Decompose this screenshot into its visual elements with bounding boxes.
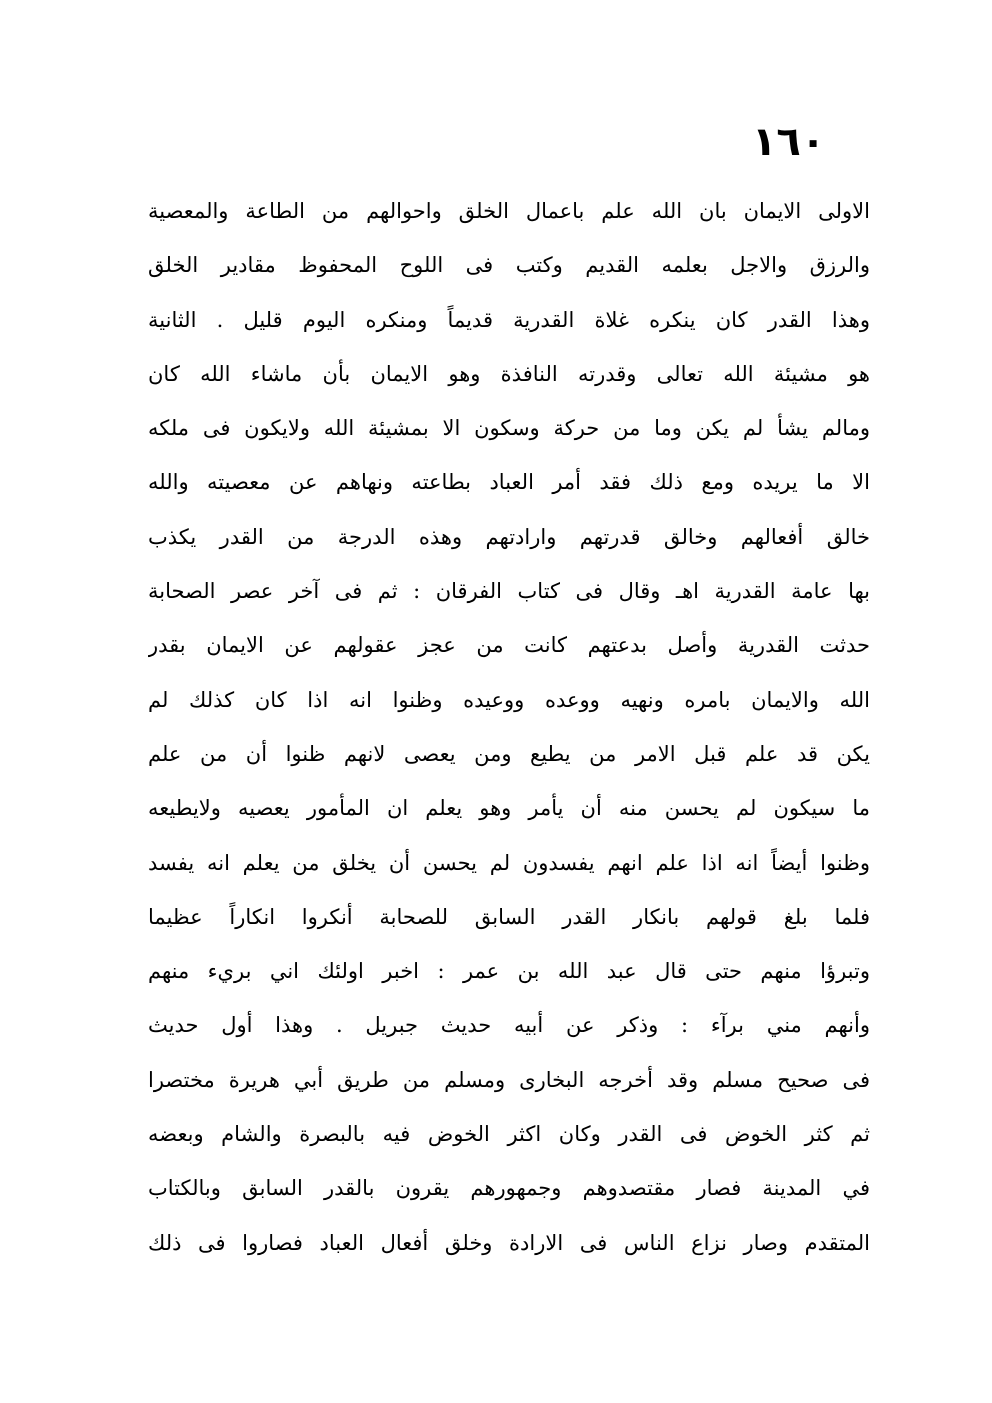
text-line: ثم كثر الخوض فى القدر وكان اكثر الخوض فيه بالبصرة والشام وبعضه bbox=[148, 1122, 870, 1147]
text-line: ما سيكون لم يحسن منه أن يأمر وهو يعلم ان المأمور يعصيه ولايطيعه bbox=[148, 796, 870, 821]
text-line: في المدينة فصار مقتصدوهم وجمهورهم يقرون بالقدر السابق وبالكتاب bbox=[148, 1176, 870, 1201]
text-line: بها عامة القدرية اهـ وقال فى كتاب الفرقان : ثم فى آخر عصر الصحابة bbox=[148, 579, 870, 604]
body-text bbox=[148, 184, 870, 1270]
text-line: حدثت القدرية وأصل بدعتهم كانت من عجز عقولهم عن الايمان بقدر bbox=[148, 633, 870, 658]
text-line: ومالم يشأ لم يكن وما من حركة وسكون الا بمشيئة الله ولايكون فى ملكه bbox=[148, 416, 870, 441]
text-line: والرزق والاجل بعلمه القديم وكتب فى اللوح المحفوظ مقادير الخلق bbox=[148, 253, 870, 278]
text-line: وتبرؤا منهم حتى قال عبد الله بن عمر : اخبر اولئك اني بريء منهم bbox=[148, 959, 870, 984]
text-line: الاولى الايمان بان الله علم باعمال الخلق واحوالهم من الطاعة والمعصية bbox=[148, 199, 870, 223]
text-line: وظنوا أيضاً انه اذا علم انهم يفسدون لم يحسن أن يخلق من يعلم انه يفسد bbox=[148, 850, 870, 875]
text-line: وأنهم مني برآء : وذكر عن أبيه حديث جبريل . وهذا أول حديث bbox=[148, 1013, 870, 1038]
text-line: خالق أفعالهم وخالق قدرتهم وارادتهم وهذه الدرجة من القدر يكذب bbox=[148, 524, 870, 549]
text-line: وهذا القدر كان ينكره غلاة القدرية قديماً ومنكره اليوم قليل . الثانية bbox=[148, 307, 870, 332]
text-line: فلما بلغ قولهم بانكار القدر السابق للصحابة أنكروا انكاراً عظيما bbox=[148, 904, 870, 929]
text-line: المتقدم وصار نزاع الناس فى الارادة وخلق أفعال العباد فصاروا فى ذلك bbox=[148, 1230, 870, 1255]
text-line: يكن قد علم قبل الامر من يطيع ومن يعصى لانهم ظنوا أن من علم bbox=[148, 741, 870, 766]
text-line: هو مشيئة الله تعالى وقدرته النافذة وهو الايمان بأن ماشاء الله كان bbox=[148, 361, 870, 386]
page-number: ١٦٠ bbox=[752, 119, 826, 165]
text-line: الا ما يريده ومع ذلك فقد أمر العباد بطاعته ونهاهم عن معصيته والله bbox=[148, 470, 870, 495]
text-line: الله والايمان بامره ونهيه ووعده ووعيده وظنوا انه اذا كان كذلك لم bbox=[148, 687, 870, 712]
text-line: فى صحيح مسلم وقد أخرجه البخارى ومسلم من طريق أبي هريرة مختصرا bbox=[148, 1067, 870, 1092]
